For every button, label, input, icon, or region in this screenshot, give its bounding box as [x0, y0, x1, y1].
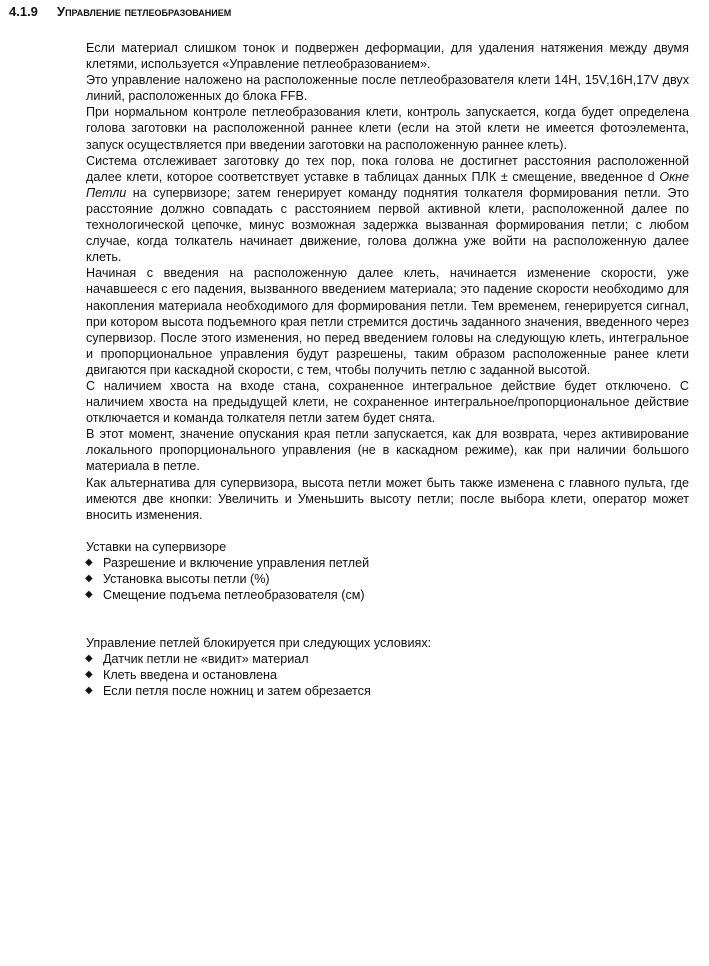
setpoints-heading: Уставки на супервизоре [86, 539, 227, 554]
window-name-italic: Окне Петли [86, 169, 689, 200]
diamond-bullet-icon: ◆ [85, 556, 93, 568]
spacer [86, 603, 689, 635]
paragraph-text: Система отслеживает заготовку до тех пор, пока голова не достигнет расстояния расположенной далее клети, которое соответствует уставке в таблицах данных ПЛК ± смещение, введенное d [86, 153, 689, 184]
list-item [86, 555, 689, 571]
list-item [86, 651, 689, 667]
list-item-text: Датчик петли не «видит» материал [103, 652, 309, 667]
paragraph: Это управление наложено на расположенные после петлеобразователя клети 14H, 15V,16H,17V двух линий, расположенных до блока FFB. [86, 73, 689, 104]
diamond-bullet-icon: ◆ [85, 573, 93, 584]
list-item-text: Разрешение и включение управления петлей [103, 555, 370, 570]
section-number: 4.1.9 [9, 4, 38, 19]
section-body [86, 40, 689, 700]
diamond-bullet-icon: ◆ [85, 653, 93, 665]
paragraph: В этот момент, значение опускания края петли запускается, как для возврата, через активирование локального пропорционального управления (не в каскадном режиме), как при наличии большого материала в петле. [86, 427, 689, 474]
list-item [86, 667, 689, 683]
list-item [86, 587, 689, 603]
list-item [86, 683, 689, 699]
setpoints-list [86, 555, 689, 603]
paragraph: При нормальном контроле петлеобразования клети, контроль запускается, когда будет определена голова заготовки на расположенной раннее клети (если на этой клети не имеется фотоэлемента, запуск осуществляется при введении заготовки на расположенную раннее клеть). [86, 105, 689, 152]
list-item-text: Установка высоты петли (%) [103, 572, 270, 586]
paragraph: С наличием хвоста на входе стана, сохраненное интегральное действие будет отключено. С наличием хвоста на предыдущей клети, не сохраненное интегральное/пропорциональное действие отключается и команда толкателя петли затем будет снята. [86, 378, 689, 426]
paragraph-text: на супервизоре; затем генерирует команду поднятия толкателя формирования петли. Это расстояние должно совпадать с расстоянием первой активной клети, расположенной далее по технологической цепочке, минус возможная задержка вызванная формирования петли; с любом случае, когда толкатель начинает движение, голова должна уже войти на расположенную далее клеть. [86, 185, 689, 265]
paragraph [86, 153, 689, 266]
section-title: Управление петлеобразованием [57, 4, 232, 19]
list-item-text: Если петля после ножниц и затем обрезается [103, 684, 371, 699]
diamond-bullet-icon: ◆ [85, 685, 93, 697]
list-item-text: Смещение подъема петлеобразователя (см) [103, 588, 365, 603]
paragraph: Начиная с введения на расположенную далее клеть, начинается изменение скорости, уже начавшееся с его падения, вызванного введением материала; это падение скорости необходимо для накопления материала необходимого для формирования петли. Тем временем, генерируется сигнал, при котором высота подъемного края петли стремится достичь заданного значения, введенного через супервизор. После этого изменения, но перед введением головы на следующую клеть, интегральное и пропорциональное управления будут разрешены, таким образом расположенные ранее клети двигаются при каскадной скорости, с тем, чтобы получить петлю с заданной высотой. [86, 266, 689, 377]
list-item [86, 571, 689, 587]
paragraph: Если материал слишком тонок и подвержен деформации, для удаления натяжения между двумя клетями, используется «Управление петлеобразованием». [86, 41, 689, 72]
blocking-heading: Управление петлей блокируется при следующих условиях: [86, 636, 432, 651]
spacer [86, 523, 689, 539]
diamond-bullet-icon: ◆ [85, 589, 93, 601]
diamond-bullet-icon: ◆ [85, 669, 93, 681]
list-item-text: Клеть введена и остановлена [103, 668, 278, 683]
blocking-list [86, 651, 689, 699]
section-heading [9, 4, 231, 19]
paragraph: Как альтернатива для супервизора, высота петли может быть также изменена с главного пульта, где имеются две кнопки: Увеличить и Уменьшить высоту петли; после выбора клети, оператор может вносить изменения. [86, 475, 689, 522]
